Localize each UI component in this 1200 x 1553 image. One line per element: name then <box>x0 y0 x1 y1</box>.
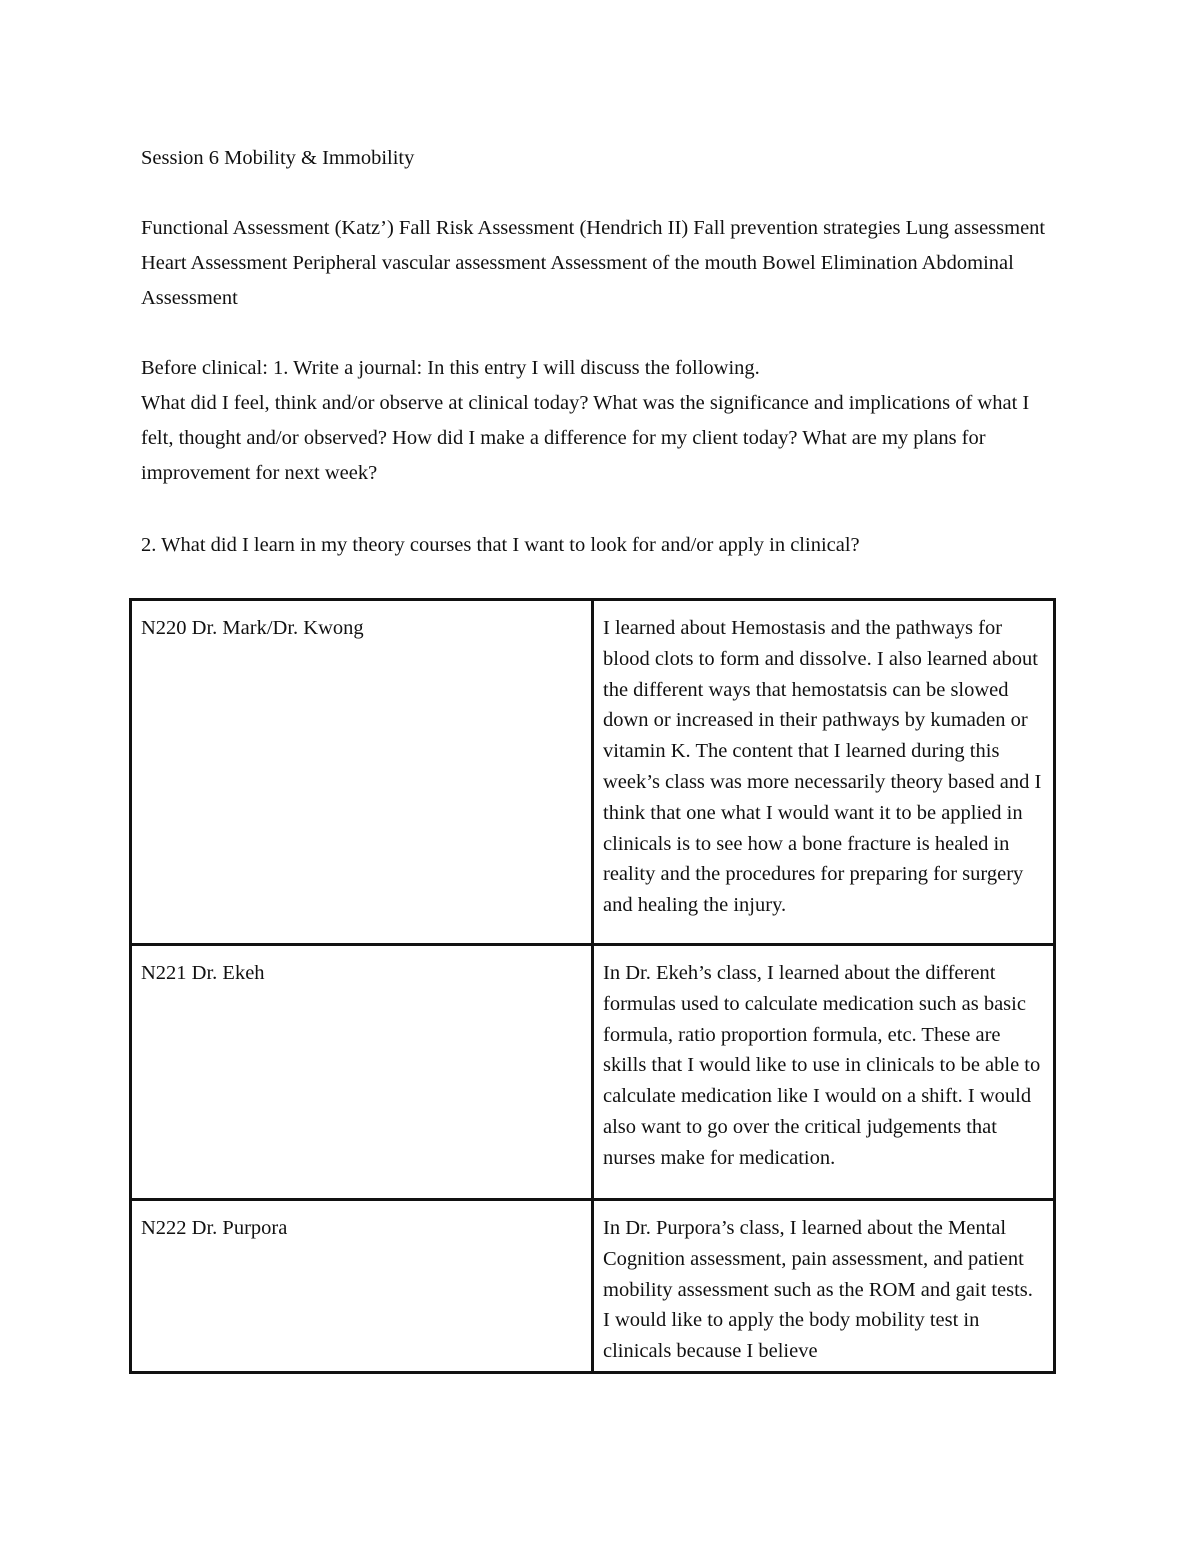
notes-cell: I learned about Hemostasis and the pathways for blood clots to form and dissolve. I also learned about the different ways that hemostatsis can be slowed down or increased in their pathways by kumaden or vitamin K. The content that I learned during this week’s class was more necessarily theory based and I think that one what I would want it to be applied in clinicals is to see how a bone fracture is healed in reality and the procedures for preparing for surgery and healing the injury. <box>593 600 1055 945</box>
notes-cell: In Dr. Ekeh’s class, I learned about the different formulas used to calculate medication such as basic formula, ratio proportion formula, etc. These are skills that I would like to use in clinicals to be able to calculate medication like I would on a shift. I would also want to go over the critical judgements that nurses make for medication. <box>593 945 1055 1200</box>
table-row <box>131 600 1055 945</box>
course-cell: N222 Dr. Purpora <box>131 1200 593 1373</box>
theory-courses-table <box>129 598 1056 1374</box>
course-cell: N221 Dr. Ekeh <box>131 945 593 1200</box>
question-2: 2. What did I learn in my theory courses that I want to look for and/or apply in clinical? <box>141 534 860 556</box>
table-row <box>131 945 1055 1200</box>
before-clinical-instruction: Before clinical: 1. Write a journal: In this entry I will discuss the following. <box>141 357 760 379</box>
session-title: Session 6 Mobility & Immobility <box>141 147 415 169</box>
notes-cell: In Dr. Purpora’s class, I learned about the Mental Cognition assessment, pain assessment, and patient mobility assessment such as the ROM and gait tests. I would like to apply the body mobility test in clinicals because I believe <box>593 1200 1055 1373</box>
table-row <box>131 1200 1055 1373</box>
course-cell: N220 Dr. Mark/Dr. Kwong <box>131 600 593 945</box>
topics-paragraph: Functional Assessment (Katz’) Fall Risk Assessment (Hendrich II) Fall prevention strategies Lung assessment Heart Assessment Peripheral vascular assessment Assessment of the mouth Bowel Elimination Abdominal Assessment <box>141 217 1046 309</box>
journal-questions-paragraph: What did I feel, think and/or observe at clinical today? What was the significance and implications of what I felt, thought and/or observed? How did I make a difference for my client today? What are my plans for improvement for next week? <box>141 392 1030 484</box>
